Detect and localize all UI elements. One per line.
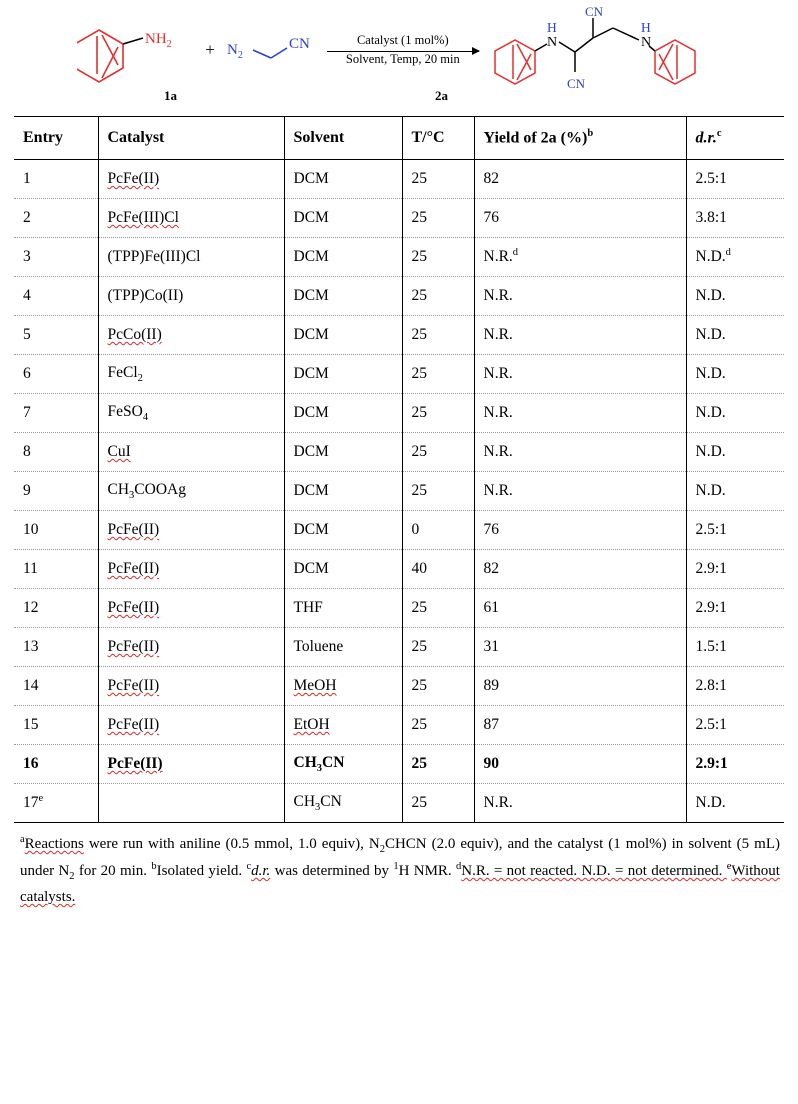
cell-yield: N.R. — [474, 784, 686, 823]
cell-dr: N.D. — [695, 794, 726, 811]
cell-entry: 5 — [14, 316, 98, 355]
cell-entry: 16 — [14, 745, 98, 784]
cell-entry: 6 — [14, 355, 98, 394]
cell-temperature: 25 — [402, 745, 474, 784]
cell-temperature: 25 — [402, 784, 474, 823]
cell-dr: N.D. — [686, 433, 784, 472]
cell-yield-footnote: d — [512, 247, 519, 259]
footnote-c-text-2: was determined by — [270, 863, 394, 879]
cell-solvent: DCM — [284, 394, 402, 433]
cell-temperature: 25 — [402, 355, 474, 394]
cell-solvent: DCM — [284, 550, 402, 589]
cell-dr: N.D. — [686, 355, 784, 394]
cell-dr: N.D. — [686, 316, 784, 355]
cell-dr: 2.5:1 — [686, 160, 784, 199]
cell-solvent: DCM — [284, 511, 402, 550]
table-row — [14, 706, 784, 745]
cell-catalyst: PcFe(II) — [98, 706, 284, 745]
cell-yield: 61 — [474, 589, 686, 628]
svg-text:N: N — [546, 35, 557, 50]
header-yield-label: Yield of 2a (%) — [483, 129, 588, 147]
cell-catalyst: FeSO$_4$ — [98, 394, 284, 433]
header-dr-footnote: c — [716, 128, 722, 140]
footnote-d-text: N.R. = not reacted. N.D. = not determined. — [461, 863, 727, 879]
cell-entry: 17e — [14, 784, 98, 823]
cell-dr: N.D. — [686, 472, 784, 511]
footnote-b-text: Isolated yield. — [156, 863, 247, 879]
cell-entry: 4 — [14, 277, 98, 316]
cell-solvent: DCM — [284, 433, 402, 472]
cell-solvent: MeOH — [284, 667, 402, 706]
cell-temperature: 25 — [402, 199, 474, 238]
cell-solvent: DCM — [284, 277, 402, 316]
cell-dr: 2.9:1 — [686, 550, 784, 589]
table-row — [14, 160, 784, 199]
header-solvent — [284, 117, 402, 160]
cell-entry: 15 — [14, 706, 98, 745]
plus-sign: + — [205, 40, 215, 59]
svg-text:N2: $N_2$ — [226, 42, 243, 61]
table-row — [14, 277, 784, 316]
footnote-a-text-1: Reactions — [24, 836, 84, 852]
cell-yield: N.R. — [474, 277, 686, 316]
svg-text:H: H — [546, 20, 557, 35]
header-entry — [14, 117, 98, 160]
cell-entry: 3 — [14, 238, 98, 277]
cell-temperature: 25 — [402, 667, 474, 706]
cell-dr: 2.5:1 — [686, 706, 784, 745]
cell-dr: 3.8:1 — [686, 199, 784, 238]
table-row — [14, 433, 784, 472]
cell-catalyst: PcFe(II) — [98, 745, 284, 784]
table-row — [14, 238, 784, 277]
table-row — [14, 550, 784, 589]
footnote-a-text-3: CHCN (2.0 equiv), and the catalyst (1 mol%) in solvent (5 mL) under N — [20, 836, 780, 879]
svg-text:H: H — [640, 20, 651, 35]
reactant-label: 1a — [164, 88, 177, 103]
cell-catalyst: CuI — [98, 433, 284, 472]
cell-catalyst: $CH_3COOAg$ — [98, 472, 284, 511]
svg-text:CN: CN — [584, 4, 603, 19]
cell-entry: 12 — [14, 589, 98, 628]
table-row — [14, 628, 784, 667]
cell-dr: 1.5:1 — [686, 628, 784, 667]
header-catalyst — [98, 117, 284, 160]
header-catalyst-label: Catalyst — [107, 129, 165, 146]
cell-yield: N.R. — [474, 355, 686, 394]
footnote-c-marker: c — [246, 861, 252, 872]
cell-catalyst: PcFe(II) — [98, 160, 284, 199]
table-row — [14, 316, 784, 355]
footnotes: $^a$Reactions were run with aniline (0.5 mmol, 1.0 equiv), $N_2CHCN$ (2.0 equiv), and the catalyst (1 mol%) in solvent (5 mL) under $N_2$ for 20 min. $^b$Isolated yield. $^c$d.r. was determined by $^1$H NMR. $^d$N.R. = not reacted. N.D. = not determined. $^e$Without catalysts. — [20, 834, 780, 905]
footnote-c-h: 1 — [393, 861, 399, 872]
table-row — [14, 472, 784, 511]
cell-yield: 90 — [474, 745, 686, 784]
table-row — [14, 355, 784, 394]
cell-yield: 82 — [474, 160, 686, 199]
footnote-e-text: Without catalysts. — [20, 863, 780, 905]
cell-yield: 82 — [474, 550, 686, 589]
header-yield-footnote: b — [587, 128, 594, 140]
cell-catalyst — [98, 784, 284, 823]
cell-dr-footnote: d — [725, 247, 731, 259]
footnote-a-text-4: for 20 min. — [74, 863, 152, 879]
footnote-e-marker: e — [726, 861, 732, 872]
svg-text:N: N — [640, 35, 651, 50]
table-row — [14, 199, 784, 238]
cell-entry: 2 — [14, 199, 98, 238]
cell-temperature: 25 — [402, 238, 474, 277]
cell-yield: N.R. — [474, 316, 686, 355]
cell-catalyst: PcFe(II) — [98, 589, 284, 628]
footnote-a-text-2: were run with aniline (0.5 mmol, 1.0 equiv), N — [83, 836, 380, 852]
table-row — [14, 667, 784, 706]
cell-catalyst: PcFe(II) — [98, 628, 284, 667]
cell-solvent: DCM — [284, 316, 402, 355]
cell-temperature: 25 — [402, 277, 474, 316]
cell-entry: 13 — [14, 628, 98, 667]
cell-yield: 31 — [474, 628, 686, 667]
header-dr — [686, 117, 784, 160]
cell-yield: 76 — [474, 511, 686, 550]
cell-catalyst: (TPP)Fe(III)Cl — [98, 238, 284, 277]
diazoacetonitrile-structure — [225, 20, 317, 80]
cell-temperature: 25 — [402, 472, 474, 511]
aniline-nh2-label: $NH_2$ — [145, 31, 172, 50]
cell-temperature: 25 — [402, 160, 474, 199]
cell-entry: 10 — [14, 511, 98, 550]
product-structure — [489, 4, 721, 96]
header-entry-label: Entry — [23, 129, 63, 146]
cell-dr: 2.8:1 — [686, 667, 784, 706]
cell-entry: 8 — [14, 433, 98, 472]
cell-yield: N.R.$^d$ — [474, 238, 686, 277]
footnote-a-marker: a — [20, 834, 25, 845]
cell-yield: N.R. — [474, 433, 686, 472]
cell-temperature: 0 — [402, 511, 474, 550]
cell-solvent: DCM — [284, 199, 402, 238]
arrow-line — [327, 51, 479, 52]
header-dr-label: d.r. — [695, 129, 717, 147]
cell-solvent: DCM — [284, 238, 402, 277]
reaction-arrow — [327, 33, 479, 67]
cell-temperature: 25 — [402, 589, 474, 628]
cell-temperature: 25 — [402, 628, 474, 667]
cell-catalyst: PcCo(II) — [98, 316, 284, 355]
cell-entry: 7 — [14, 394, 98, 433]
cell-dr: N.D. — [686, 277, 784, 316]
cell-catalyst: (TPP)Co(II) — [98, 277, 284, 316]
cell-yield: 76 — [474, 199, 686, 238]
condition-solvent: Solvent, Temp, 20 min — [345, 51, 460, 66]
svg-text:CN: CN — [566, 76, 585, 91]
cell-temperature: 25 — [402, 316, 474, 355]
cell-entry: 11 — [14, 550, 98, 589]
product-label: 2a — [435, 88, 448, 103]
cell-catalyst: PcFe(II) — [98, 511, 284, 550]
header-yield — [474, 117, 686, 160]
table-row — [14, 394, 784, 433]
table-body — [14, 160, 784, 823]
cell-temperature: 25 — [402, 433, 474, 472]
footnote-c-text-3: H NMR. — [398, 863, 456, 879]
cell-catalyst: PcFe(II) — [98, 667, 284, 706]
cell-solvent: $CH_3CN$ — [284, 745, 402, 784]
cell-solvent: DCM — [284, 355, 402, 394]
condition-catalyst: Catalyst (1 mol%) — [356, 32, 449, 47]
cell-yield: 87 — [474, 706, 686, 745]
cell-entry: 14 — [14, 667, 98, 706]
cell-dr: N.D. — [686, 394, 784, 433]
cell-yield: N.R. — [474, 472, 686, 511]
table-row — [14, 745, 784, 784]
footnote-c-text-1: d.r. — [251, 863, 271, 879]
cell-entry-footnote: e — [38, 793, 44, 805]
cell-entry: 1 — [14, 160, 98, 199]
header-temperature-label: T/°C — [411, 129, 445, 146]
cell-dr: 2.5:1 — [686, 511, 784, 550]
aniline-structure — [77, 12, 195, 88]
footnote-b-marker: b — [151, 861, 157, 872]
cell-dr: 2.9:1 — [686, 589, 784, 628]
footnote-d-marker: d — [455, 861, 462, 872]
cell-entry: 9 — [14, 472, 98, 511]
cell-yield: N.R. — [474, 394, 686, 433]
cell-temperature: 40 — [402, 550, 474, 589]
header-solvent-label: Solvent — [293, 129, 345, 146]
table-row — [14, 784, 784, 823]
cell-temperature: 25 — [402, 706, 474, 745]
cell-solvent: DCM — [284, 472, 402, 511]
results-table — [14, 116, 784, 822]
cell-yield: 89 — [474, 667, 686, 706]
cell-dr: N.D.$^d$ — [686, 238, 784, 277]
cell-temperature: 25 — [402, 394, 474, 433]
table-row — [14, 589, 784, 628]
cell-catalyst: PcFe(III)Cl — [98, 199, 284, 238]
cell-dr: 2.9:1 — [686, 745, 784, 784]
reaction-scheme — [14, 4, 784, 116]
cell-solvent: $CH_3CN$ — [284, 784, 402, 823]
cell-catalyst: FeCl$_2$ — [98, 355, 284, 394]
cell-solvent: THF — [284, 589, 402, 628]
table-row — [14, 511, 784, 550]
cell-solvent: EtOH — [284, 706, 402, 745]
svg-text:CN: CN — [288, 36, 310, 52]
cell-solvent: Toluene — [284, 628, 402, 667]
cell-catalyst: PcFe(II) — [98, 550, 284, 589]
header-temperature — [402, 117, 474, 160]
cell-solvent: DCM — [284, 160, 402, 199]
table-header-row — [14, 117, 784, 160]
